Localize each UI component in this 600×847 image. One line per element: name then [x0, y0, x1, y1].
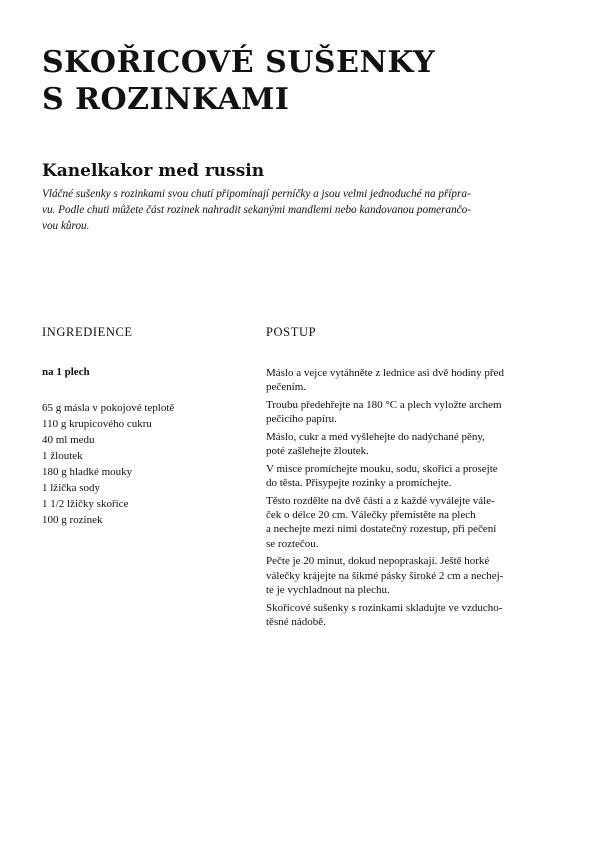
ingredient-item: 110 g krupicového cukru	[42, 418, 152, 430]
ingredient-item: 40 ml medu	[42, 434, 95, 446]
step-line: V misce promíchejte mouku, sodu, skořici a proseјte	[266, 463, 498, 475]
ingredient-item: 100 g rozinek	[42, 514, 103, 526]
step-line: těsné nádobě.	[266, 615, 326, 628]
recipe-title-line: SKOŘICOVÉ SUŠENKY	[42, 45, 436, 80]
step-paragraph	[266, 366, 556, 394]
step-line: te je vychladnout na plechu.	[266, 583, 390, 596]
step-line: Troubu předehřejte na 180 °C a plech vyložte archem	[266, 399, 502, 411]
step-line: Pečte je 20 minut, dokud nepopraskají. Ještě horké	[266, 555, 490, 568]
intro-line: Vláčné sušenky s rozinkami svou chutí připomínají perníčky a jsou velmi jednoduché na příprа-	[42, 188, 471, 200]
ingredient-item: 65 g másla v pokojové teplotě	[42, 402, 175, 414]
step-line: pečicího papíru.	[266, 413, 337, 426]
step-paragraph	[266, 601, 556, 629]
ingredient-list	[42, 400, 174, 528]
intro-line: vou kůrou.	[42, 220, 90, 232]
step-paragraph	[266, 430, 556, 458]
ingredient-item: 1 žloutek	[42, 450, 83, 462]
step-line: se roztečou.	[266, 537, 319, 550]
intro-line: vu. Podle chuti můžete část rozinek nahradit sekanými mandlemi nebo kandovanou pomerančo-	[42, 204, 471, 216]
step-paragraph	[266, 554, 556, 597]
recipe-subtitle: Kanelkakor med russin	[42, 161, 265, 181]
ingredient-item: 1 1/2 lžičky skořice	[42, 498, 129, 510]
step-line: poté zašlehejte žloutek.	[266, 445, 369, 458]
step-line: Máslo, cukr a med vyšlehejte do nadýchané pěny,	[266, 431, 485, 443]
step-paragraph	[266, 494, 556, 551]
step-paragraph	[266, 398, 556, 426]
step-line: Těsto rozdělte na dvě části a z každé vyválejte vále-	[266, 495, 495, 507]
steps-heading: POSTUP	[266, 325, 317, 339]
step-line: a nechejte mezi nimi dostatečný rozestup, při pečení	[266, 523, 497, 536]
recipe-title	[42, 44, 562, 118]
ingredient-item: 1 lžička sody	[42, 482, 101, 494]
recipe-title-line: S ROZINKAMI	[42, 82, 290, 117]
step-line: do těsta. Přisypejte rozinky a promíchejte.	[266, 477, 452, 490]
recipe-intro	[42, 186, 542, 234]
serving-size: na 1 plech	[42, 366, 90, 378]
ingredients-heading: INGREDIENCE	[42, 325, 133, 339]
step-line: ček o délce 20 cm. Válečky přemístěte na plech	[266, 509, 476, 522]
steps-list	[266, 366, 556, 633]
step-paragraph	[266, 462, 556, 490]
step-line: pečením.	[266, 381, 307, 394]
ingredient-item: 180 g hladké mouky	[42, 466, 133, 478]
step-line: Skořicové sušenky s rozinkami skladujte ve vzducho-	[266, 601, 503, 614]
step-line: Máslo a vejce vytáhněte z lednice asi dvě hodiny před	[266, 367, 504, 379]
step-line: válečky krájejte na šikmé pásky široké 2 cm a nechej-	[266, 569, 504, 582]
